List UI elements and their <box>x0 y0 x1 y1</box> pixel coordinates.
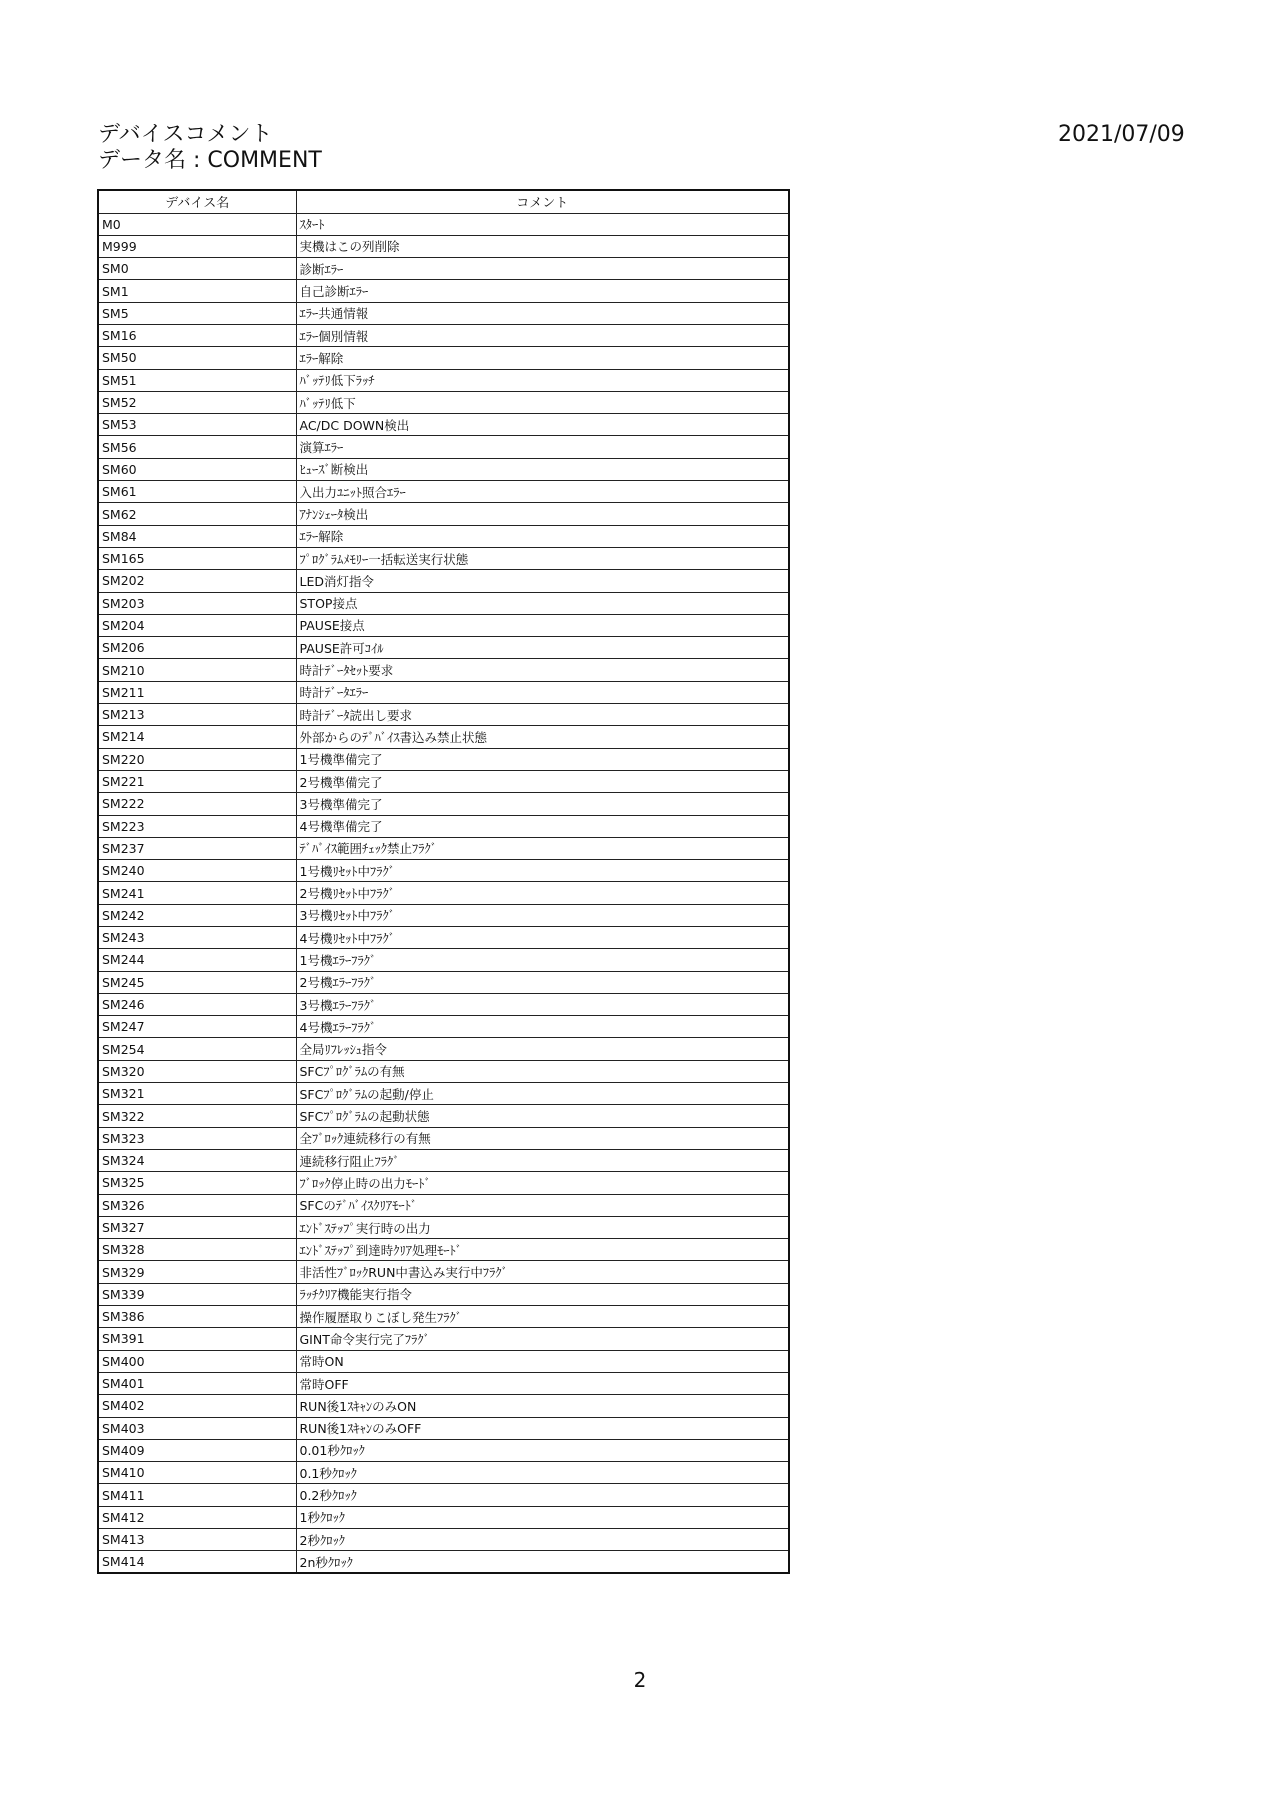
table-row <box>98 1395 789 1417</box>
comment-cell: ｴﾗｰ解除 <box>296 525 789 547</box>
table-row <box>98 1194 789 1216</box>
column-header-device: デバイス名 <box>98 190 296 213</box>
table-row <box>98 213 789 235</box>
device-cell: SM322 <box>98 1105 296 1127</box>
device-cell: SM211 <box>98 681 296 703</box>
device-cell: SM328 <box>98 1239 296 1261</box>
device-cell: SM320 <box>98 1060 296 1082</box>
device-cell: SM411 <box>98 1484 296 1506</box>
device-cell: SM62 <box>98 503 296 525</box>
device-cell: SM203 <box>98 592 296 614</box>
table-row <box>98 748 789 770</box>
comment-cell: 2号機ｴﾗｰﾌﾗｸﾞ <box>296 971 789 993</box>
table-row <box>98 1350 789 1372</box>
device-cell: SM5 <box>98 302 296 324</box>
table-row <box>98 1529 789 1551</box>
comment-cell: ｴﾗｰ共通情報 <box>296 302 789 324</box>
table-row <box>98 458 789 480</box>
table-row <box>98 1172 789 1194</box>
table-row <box>98 547 789 569</box>
table-body <box>98 213 789 1573</box>
comment-cell: ﾊﾞｯﾃﾘ低下ﾗｯﾁ <box>296 369 789 391</box>
comment-cell: ﾗｯﾁｸﾘｱ機能実行指令 <box>296 1283 789 1305</box>
table-row <box>98 927 789 949</box>
comment-cell: ｽﾀｰﾄ <box>296 213 789 235</box>
comment-cell: 2n秒ｸﾛｯｸ <box>296 1551 789 1573</box>
device-cell: M0 <box>98 213 296 235</box>
comment-cell: SFCﾌﾟﾛｸﾞﾗﾑの起動状態 <box>296 1105 789 1127</box>
device-cell: SM243 <box>98 927 296 949</box>
comment-cell: SFCﾌﾟﾛｸﾞﾗﾑの起動/停止 <box>296 1083 789 1105</box>
table-row <box>98 570 789 592</box>
table-row <box>98 481 789 503</box>
table-row <box>98 302 789 324</box>
comment-cell: 自己診断ｴﾗｰ <box>296 280 789 302</box>
comment-cell: 時計ﾃﾞｰﾀｾｯﾄ要求 <box>296 659 789 681</box>
device-cell: SM323 <box>98 1127 296 1149</box>
table-row <box>98 258 789 280</box>
comment-cell: 外部からのﾃﾞﾊﾞｲｽ書込み禁止状態 <box>296 726 789 748</box>
comment-cell: STOP接点 <box>296 592 789 614</box>
device-comment-table <box>97 189 790 1574</box>
device-cell: SM210 <box>98 659 296 681</box>
document-title: デバイスコメント <box>98 122 273 147</box>
device-cell: SM84 <box>98 525 296 547</box>
device-cell: SM247 <box>98 1016 296 1038</box>
device-cell: SM53 <box>98 414 296 436</box>
comment-cell: PAUSE接点 <box>296 614 789 636</box>
table-row <box>98 1462 789 1484</box>
comment-cell: ﾊﾞｯﾃﾘ低下 <box>296 391 789 413</box>
device-cell: SM321 <box>98 1083 296 1105</box>
table-row <box>98 1306 789 1328</box>
comment-cell: 全局ﾘﾌﾚｯｼｭ指令 <box>296 1038 789 1060</box>
comment-cell: 0.1秒ｸﾛｯｸ <box>296 1462 789 1484</box>
device-cell: SM244 <box>98 949 296 971</box>
device-cell: SM56 <box>98 436 296 458</box>
device-cell: SM204 <box>98 614 296 636</box>
table-row <box>98 860 789 882</box>
comment-cell: 全ﾌﾞﾛｯｸ連続移行の有無 <box>296 1127 789 1149</box>
table-row <box>98 1105 789 1127</box>
table-row <box>98 726 789 748</box>
table-row <box>98 414 789 436</box>
device-cell: SM246 <box>98 993 296 1015</box>
table-row <box>98 1083 789 1105</box>
comment-cell: 時計ﾃﾞｰﾀｴﾗｰ <box>296 681 789 703</box>
device-cell: SM214 <box>98 726 296 748</box>
table-row <box>98 369 789 391</box>
comment-cell: 診断ｴﾗｰ <box>296 258 789 280</box>
table-row <box>98 1239 789 1261</box>
table-row <box>98 436 789 458</box>
device-cell: SM403 <box>98 1417 296 1439</box>
comment-cell: RUN後1ｽｷｬﾝのみOFF <box>296 1417 789 1439</box>
table-row <box>98 1016 789 1038</box>
comment-cell: 1号機ﾘｾｯﾄ中ﾌﾗｸﾞ <box>296 860 789 882</box>
comment-cell: 常時ON <box>296 1350 789 1372</box>
device-cell: SM402 <box>98 1395 296 1417</box>
table-row <box>98 1261 789 1283</box>
device-cell: SM412 <box>98 1506 296 1528</box>
comment-cell: ﾋｭｰｽﾞ断検出 <box>296 458 789 480</box>
page-number: 2 <box>633 1668 647 1692</box>
comment-cell: AC/DC DOWN検出 <box>296 414 789 436</box>
table-row <box>98 280 789 302</box>
comment-cell: 常時OFF <box>296 1372 789 1394</box>
table-row <box>98 681 789 703</box>
print-date: 2021/07/09 <box>1058 122 1185 147</box>
table-row <box>98 971 789 993</box>
table-row <box>98 1216 789 1238</box>
comment-cell: 3号機準備完了 <box>296 793 789 815</box>
table-row <box>98 882 789 904</box>
comment-cell: 4号機ｴﾗｰﾌﾗｸﾞ <box>296 1016 789 1038</box>
comment-cell: 0.2秒ｸﾛｯｸ <box>296 1484 789 1506</box>
table-row <box>98 391 789 413</box>
table-row <box>98 1506 789 1528</box>
device-cell: SM241 <box>98 882 296 904</box>
table-row <box>98 1283 789 1305</box>
device-cell: SM0 <box>98 258 296 280</box>
table-row <box>98 1060 789 1082</box>
comment-cell: 2秒ｸﾛｯｸ <box>296 1529 789 1551</box>
data-name-label: データ名 : COMMENT <box>98 148 322 173</box>
device-cell: SM410 <box>98 1462 296 1484</box>
device-cell: SM324 <box>98 1149 296 1171</box>
comment-cell: 演算ｴﾗｰ <box>296 436 789 458</box>
comment-cell: ﾃﾞﾊﾞｲｽ範囲ﾁｪｯｸ禁止ﾌﾗｸﾞ <box>296 837 789 859</box>
comment-cell: 1号機ｴﾗｰﾌﾗｸﾞ <box>296 949 789 971</box>
table-row <box>98 1372 789 1394</box>
table-row <box>98 815 789 837</box>
device-cell: SM327 <box>98 1216 296 1238</box>
device-cell: SM202 <box>98 570 296 592</box>
device-cell: SM50 <box>98 347 296 369</box>
table-row <box>98 1149 789 1171</box>
device-cell: SM409 <box>98 1439 296 1461</box>
comment-cell: ｴﾗｰ個別情報 <box>296 324 789 346</box>
device-cell: SM240 <box>98 860 296 882</box>
table-row <box>98 637 789 659</box>
comment-cell: 2号機ﾘｾｯﾄ中ﾌﾗｸﾞ <box>296 882 789 904</box>
comment-cell: 0.01秒ｸﾛｯｸ <box>296 1439 789 1461</box>
comment-cell: ｴﾗｰ解除 <box>296 347 789 369</box>
comment-cell: 3号機ﾘｾｯﾄ中ﾌﾗｸﾞ <box>296 904 789 926</box>
device-cell: SM1 <box>98 280 296 302</box>
table-row <box>98 704 789 726</box>
device-cell: SM213 <box>98 704 296 726</box>
comment-cell: LED消灯指令 <box>296 570 789 592</box>
device-cell: SM254 <box>98 1038 296 1060</box>
device-cell: M999 <box>98 235 296 257</box>
comment-cell: 時計ﾃﾞｰﾀ読出し要求 <box>296 704 789 726</box>
device-cell: SM221 <box>98 770 296 792</box>
comment-cell: ﾌﾟﾛｸﾞﾗﾑﾒﾓﾘｰ一括転送実行状態 <box>296 547 789 569</box>
comment-cell: SFCﾌﾟﾛｸﾞﾗﾑの有無 <box>296 1060 789 1082</box>
table-row <box>98 659 789 681</box>
table-row <box>98 1551 789 1573</box>
comment-cell: PAUSE許可ｺｲﾙ <box>296 637 789 659</box>
table-row <box>98 235 789 257</box>
comment-cell: SFCのﾃﾞﾊﾞｲｽｸﾘｱﾓｰﾄﾞ <box>296 1194 789 1216</box>
device-cell: SM16 <box>98 324 296 346</box>
comment-cell: ｱﾅﾝｼｪｰﾀ検出 <box>296 503 789 525</box>
device-cell: SM237 <box>98 837 296 859</box>
comment-cell: 操作履歴取りこぼし発生ﾌﾗｸﾞ <box>296 1306 789 1328</box>
table-row <box>98 1328 789 1350</box>
table-row <box>98 949 789 971</box>
comment-cell: ﾌﾞﾛｯｸ停止時の出力ﾓｰﾄﾞ <box>296 1172 789 1194</box>
comment-cell: 非活性ﾌﾞﾛｯｸRUN中書込み実行中ﾌﾗｸﾞ <box>296 1261 789 1283</box>
table-row <box>98 1038 789 1060</box>
table-row <box>98 904 789 926</box>
comment-cell: 連続移行阻止ﾌﾗｸﾞ <box>296 1149 789 1171</box>
comment-cell: 入出力ﾕﾆｯﾄ照合ｴﾗｰ <box>296 481 789 503</box>
comment-cell: 1号機準備完了 <box>296 748 789 770</box>
comment-cell: RUN後1ｽｷｬﾝのみON <box>296 1395 789 1417</box>
table-row <box>98 993 789 1015</box>
table-row <box>98 347 789 369</box>
comment-cell: ｴﾝﾄﾞｽﾃｯﾌﾟ実行時の出力 <box>296 1216 789 1238</box>
device-cell: SM414 <box>98 1551 296 1573</box>
column-header-comment: コメント <box>296 190 789 213</box>
device-cell: SM245 <box>98 971 296 993</box>
device-cell: SM326 <box>98 1194 296 1216</box>
table-row <box>98 614 789 636</box>
comment-cell: 2号機準備完了 <box>296 770 789 792</box>
device-cell: SM413 <box>98 1529 296 1551</box>
device-cell: SM329 <box>98 1261 296 1283</box>
table-row <box>98 1417 789 1439</box>
comment-cell: GINT命令実行完了ﾌﾗｸﾞ <box>296 1328 789 1350</box>
device-cell: SM242 <box>98 904 296 926</box>
device-cell: SM60 <box>98 458 296 480</box>
comment-cell: 実機はこの列削除 <box>296 235 789 257</box>
device-cell: SM165 <box>98 547 296 569</box>
device-cell: SM206 <box>98 637 296 659</box>
device-cell: SM52 <box>98 391 296 413</box>
device-cell: SM400 <box>98 1350 296 1372</box>
device-cell: SM51 <box>98 369 296 391</box>
comment-cell: ｴﾝﾄﾞｽﾃｯﾌﾟ到達時ｸﾘｱ処理ﾓｰﾄﾞ <box>296 1239 789 1261</box>
device-cell: SM222 <box>98 793 296 815</box>
device-cell: SM325 <box>98 1172 296 1194</box>
table-row <box>98 1484 789 1506</box>
table-row <box>98 503 789 525</box>
table-row <box>98 793 789 815</box>
comment-cell: 4号機ﾘｾｯﾄ中ﾌﾗｸﾞ <box>296 927 789 949</box>
device-cell: SM339 <box>98 1283 296 1305</box>
device-cell: SM401 <box>98 1372 296 1394</box>
device-cell: SM61 <box>98 481 296 503</box>
device-cell: SM391 <box>98 1328 296 1350</box>
device-cell: SM223 <box>98 815 296 837</box>
table-row <box>98 1439 789 1461</box>
table-row <box>98 1127 789 1149</box>
table-row <box>98 770 789 792</box>
table-row <box>98 592 789 614</box>
table-row <box>98 837 789 859</box>
table-row <box>98 324 789 346</box>
table-row <box>98 525 789 547</box>
comment-cell: 4号機準備完了 <box>296 815 789 837</box>
comment-cell: 3号機ｴﾗｰﾌﾗｸﾞ <box>296 993 789 1015</box>
table-header-row <box>98 190 789 213</box>
device-cell: SM220 <box>98 748 296 770</box>
comment-cell: 1秒ｸﾛｯｸ <box>296 1506 789 1528</box>
device-cell: SM386 <box>98 1306 296 1328</box>
